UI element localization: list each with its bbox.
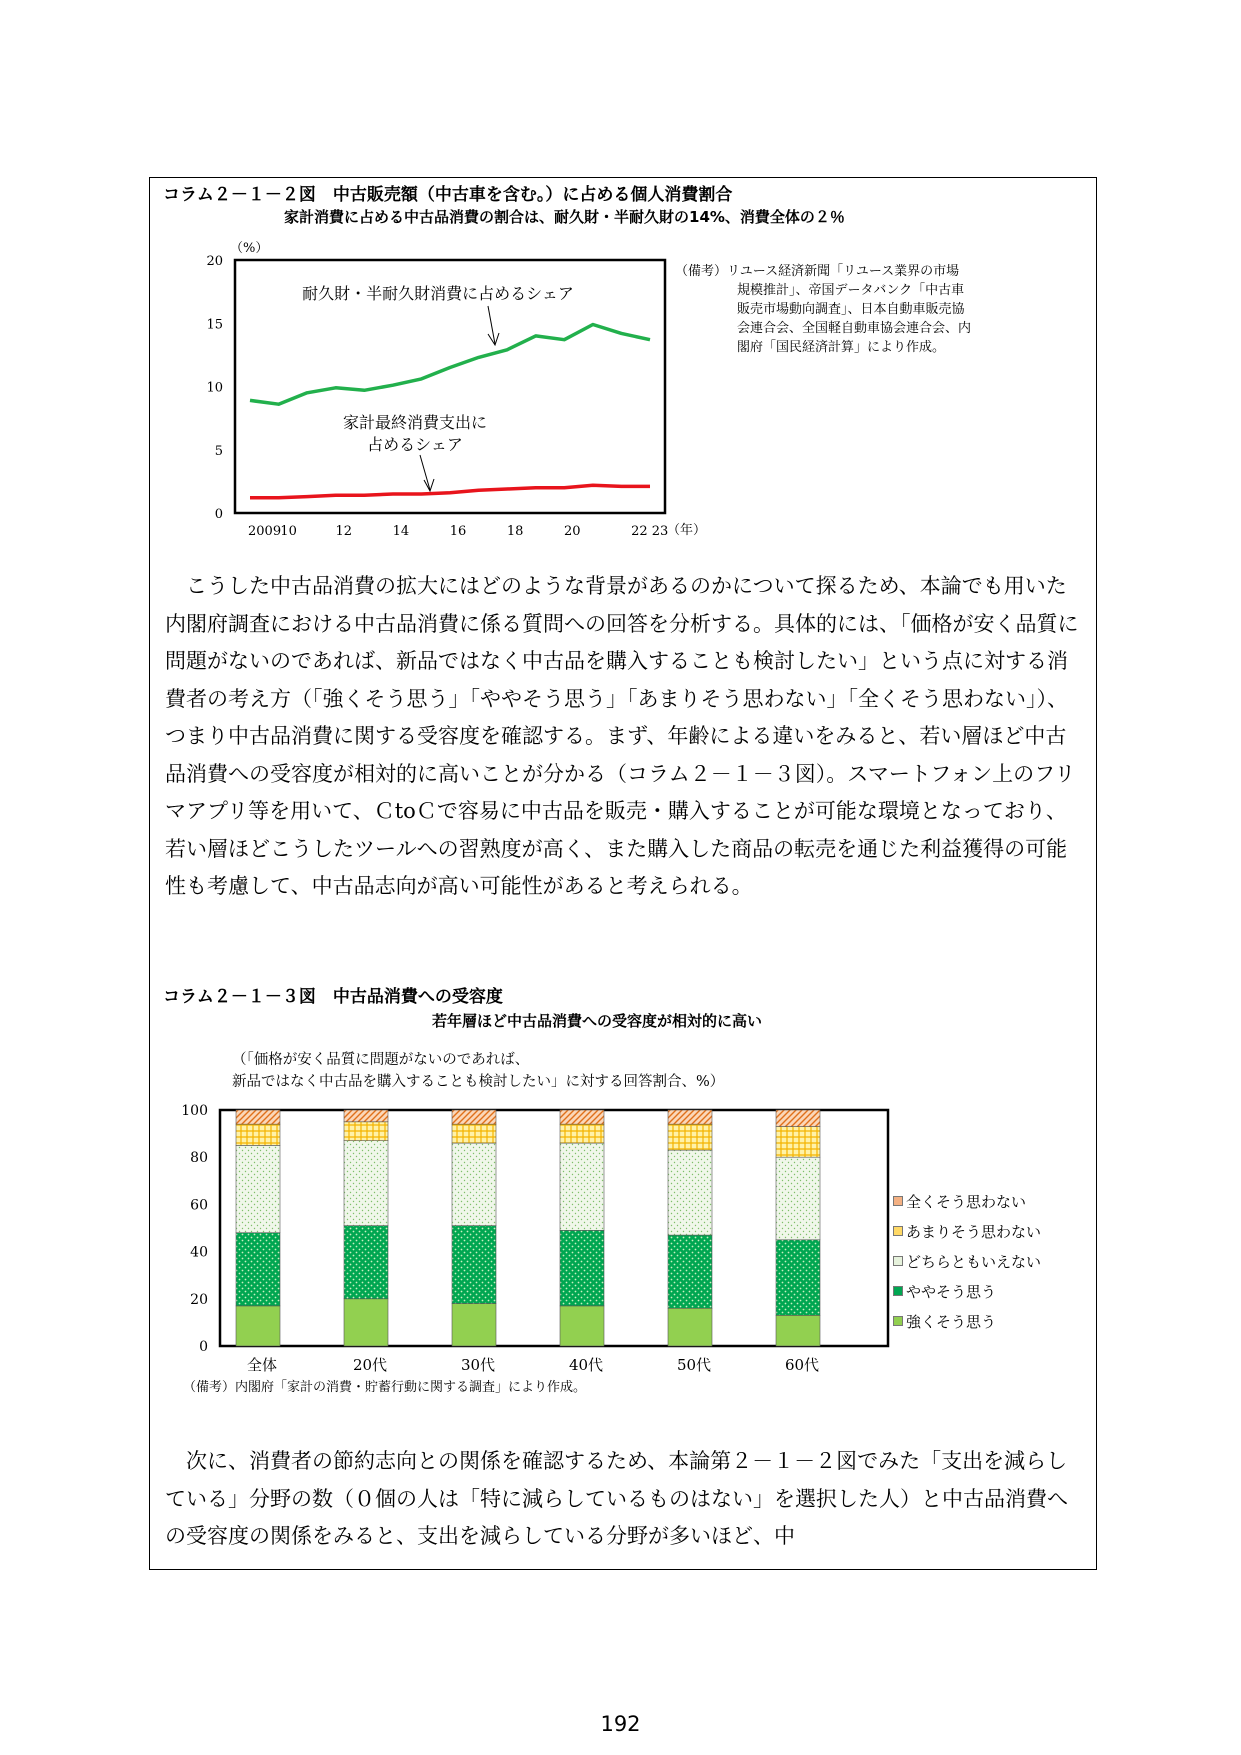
x-tick-label: 12 <box>335 524 352 539</box>
x-tick-label: 50代 <box>676 1356 712 1374</box>
chart2-legend <box>893 1190 1093 1330</box>
x-tick-label: 22 <box>631 524 648 539</box>
figure2-note: （備考）内閣府「家計の消費・貯蓄行動に関する調査」により作成。 <box>183 1380 587 1395</box>
y-tick-label: 80 <box>190 1150 208 1167</box>
bar-segment <box>776 1157 820 1240</box>
y-tick-label: 100 <box>181 1103 208 1119</box>
y-tick-label: 10 <box>206 380 223 396</box>
bar-segment <box>668 1308 712 1346</box>
bar-segment <box>452 1143 496 1226</box>
series-line <box>250 485 650 498</box>
x-tick-label: 30代 <box>460 1356 496 1374</box>
x-tick-label: 16 <box>449 524 467 539</box>
bar-segment <box>452 1304 496 1346</box>
bar-segment <box>560 1124 604 1143</box>
bar-segment <box>668 1235 712 1308</box>
annotation-arrow <box>420 455 430 490</box>
legend-swatch <box>893 1256 903 1266</box>
legend-label: 強くそう思う <box>906 1312 997 1331</box>
bar-segment <box>668 1110 712 1124</box>
legend-label: どちらともいえない <box>906 1252 1042 1271</box>
bar-segment <box>452 1124 496 1143</box>
bar-segment <box>344 1141 388 1226</box>
legend-swatch <box>893 1226 903 1236</box>
body-paragraph-2 <box>165 1443 1085 1556</box>
chart2-caption <box>232 1049 724 1093</box>
bar-segment <box>776 1240 820 1316</box>
bar-segment <box>344 1226 388 1299</box>
bar-segment <box>236 1306 280 1346</box>
bar-segment <box>344 1110 388 1122</box>
page-number: 192 <box>600 1712 641 1736</box>
legend-label: あまりそう思わない <box>906 1222 1042 1241</box>
x-tick-label: 60代 <box>784 1356 820 1374</box>
bar-segment <box>776 1110 820 1127</box>
bar-segment <box>776 1315 820 1346</box>
x-tick-label: 10 <box>280 524 297 539</box>
bar-segment <box>560 1110 604 1124</box>
bar-segment <box>776 1127 820 1158</box>
bar-segment <box>344 1299 388 1346</box>
figure2-title: コラム２－１－３図 中古品消費への受容度 <box>163 987 503 1007</box>
figure1-title: コラム２－１－２図 中古販売額（中古車を含む。）に占める個人消費割合 <box>163 185 733 205</box>
figure1-subtitle: 家計消費に占める中古品消費の割合は、耐久財・半耐久財の14%、消費全体の２％ <box>284 208 845 226</box>
bar-segment <box>236 1124 280 1145</box>
legend-item <box>893 1310 996 1332</box>
x-tick-label: 20 <box>564 524 581 539</box>
bar-segment <box>560 1230 604 1306</box>
note-line: 会連合会、全国軽自動車協会連合会、内 <box>737 321 972 336</box>
y-tick-label: 60 <box>190 1197 208 1214</box>
bar-segment <box>560 1306 604 1346</box>
x-tick-label: 2009 <box>248 524 282 539</box>
figure2-subtitle: 若年層ほど中古品消費への受容度が相対的に高い <box>432 1012 763 1030</box>
x-tick-label: 23 <box>651 524 669 539</box>
legend-swatch <box>893 1196 903 1206</box>
note-line: 規模推計」、帝国データバンク「中古車 <box>737 283 965 298</box>
caption-line: （「価格が安く品質に問題がないのであれば、 <box>232 1052 530 1068</box>
figure1-note <box>675 262 1085 357</box>
bar-segment <box>344 1122 388 1141</box>
x-tick-label: 20代 <box>352 1356 388 1374</box>
y-tick-label: 0 <box>199 1339 208 1355</box>
y-tick-label: 5 <box>214 443 223 459</box>
y-unit-label: （%） <box>230 241 269 256</box>
legend-item <box>893 1250 1041 1272</box>
bar-segment <box>452 1226 496 1304</box>
bar-segment <box>236 1145 280 1232</box>
y-tick-label: 0 <box>214 507 223 522</box>
bar-segment <box>560 1143 604 1230</box>
line-chart <box>190 228 710 548</box>
legend-swatch <box>893 1286 903 1296</box>
series-line <box>250 325 650 405</box>
y-tick-label: 40 <box>190 1244 208 1261</box>
note-line: （備考）リユース経済新聞「リユース業界の市場 <box>675 264 960 279</box>
x-tick-label: 18 <box>506 524 524 539</box>
bar-segment <box>668 1150 712 1235</box>
bar-segment <box>452 1110 496 1124</box>
x-tick-label: 全体 <box>246 1356 278 1374</box>
annotation-green: 耐久財・半耐久財消費に占めるシェア <box>302 284 574 303</box>
bar-segment <box>668 1124 712 1150</box>
caption-line: 新品ではなく中古品を購入することも検討したい」に対する回答割合、%） <box>232 1074 725 1090</box>
legend-label: 全くそう思わない <box>906 1192 1027 1211</box>
legend-item <box>893 1190 1026 1212</box>
annotation-red: 占めるシェア <box>367 435 463 454</box>
y-tick-label: 15 <box>206 317 223 333</box>
paragraph-text: 次に、消費者の節約志向との関係を確認するため、本論第２－１－２図でみた「支出を減らしている」分野の数（０個の人は「特に減らしているものはない」を選択した人）と中古品消費への受容度の関係をみると、支出を減らしている分野が多いほど、中 <box>165 1449 1068 1548</box>
x-unit-label: （年） <box>667 523 707 538</box>
annotation-arrow <box>488 306 495 344</box>
y-tick-label: 20 <box>190 1291 208 1308</box>
note-line: 販売市場動向調査」、日本自動車販売協 <box>737 302 965 317</box>
stacked-bar-chart <box>181 1098 910 1380</box>
x-tick-label: 14 <box>392 524 410 539</box>
annotation-red: 家計最終消費支出に <box>342 413 488 432</box>
x-tick-label: 40代 <box>568 1356 604 1374</box>
paragraph-text: こうした中古品消費の拡大にはどのような背景があるのかについて探るため、本論でも用いた内閣府調査における中古品消費に係る質問への回答を分析する。具体的には、「価格が安く品質に問題がないのであれば、新品ではなく中古品を購入することも検討したい」という点に対する消費者の考え方（「強くそう思う」「ややそう思う」「あまりそう思わない」「全くそう思わない」）、つまり中古品消費に関する受容度を確認する。まず、年齢による違いをみると、若い層ほど中古品消費への受容度が相対的に高いことが分かる（コラム２－１－３図）。スマートフォン上のフリマアプリ等を用いて、ＣtoＣで容易に中古品を販売・購入することが可能な環境となっており、若い層ほどこうしたツールへの習熟度が高く、また購入した商品の転売を通じた利益獲得の可能性も考慮して、中古品志向が高い可能性があると考えられる。 <box>165 574 1079 898</box>
note-line: 閣府「国民経済計算」により作成。 <box>737 340 946 355</box>
legend-swatch <box>893 1316 903 1326</box>
bar-segment <box>236 1110 280 1124</box>
legend-item <box>893 1280 996 1302</box>
bar-segment <box>236 1233 280 1306</box>
legend-label: ややそう思う <box>906 1282 997 1301</box>
body-paragraph-1 <box>165 568 1085 906</box>
y-tick-label: 20 <box>206 254 223 269</box>
legend-item <box>893 1220 1041 1242</box>
